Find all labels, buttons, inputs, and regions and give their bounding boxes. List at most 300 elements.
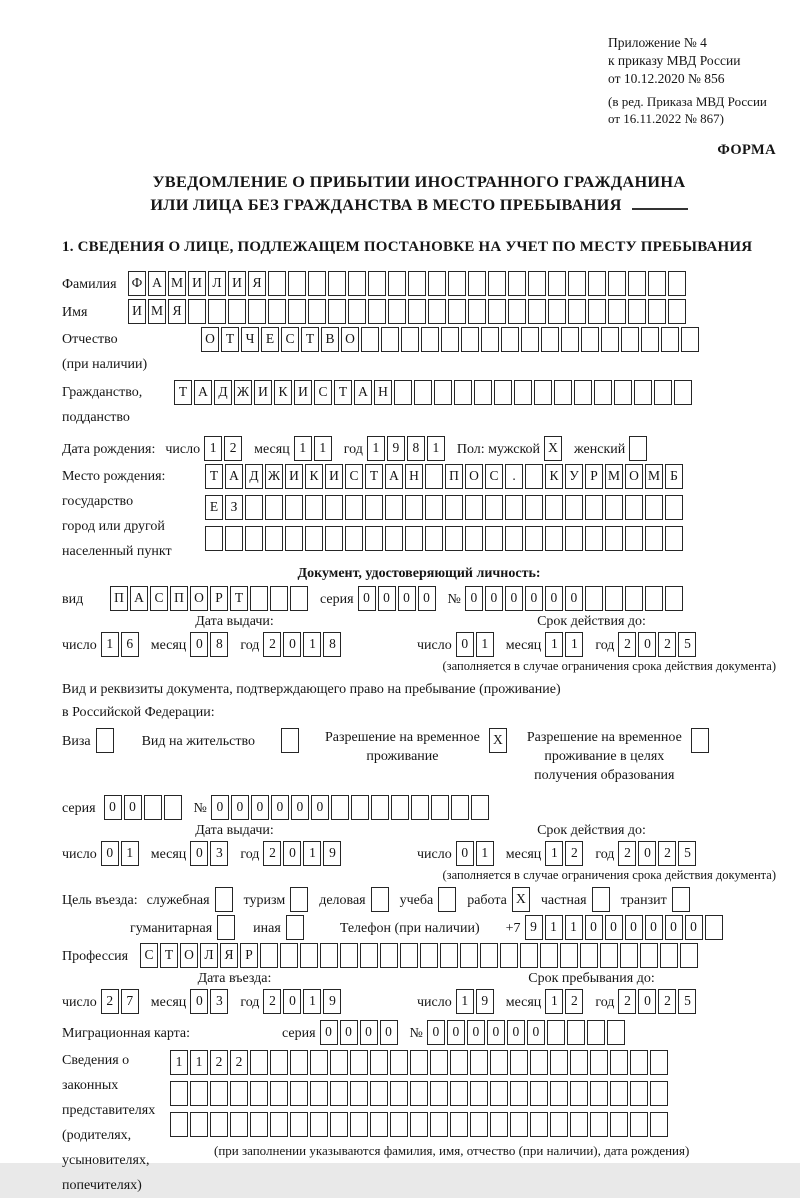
char-box[interactable]: 6: [121, 632, 139, 657]
char-box[interactable]: 0: [211, 795, 229, 820]
char-box[interactable]: 0: [638, 632, 656, 657]
char-box[interactable]: 1: [294, 436, 312, 461]
char-box[interactable]: [348, 271, 366, 296]
char-box[interactable]: [391, 795, 409, 820]
char-box[interactable]: И: [325, 464, 343, 489]
char-box[interactable]: [300, 943, 318, 968]
char-box[interactable]: [368, 299, 386, 324]
char-box[interactable]: 1: [303, 632, 321, 657]
char-box[interactable]: 0: [685, 915, 703, 940]
char-box[interactable]: [680, 943, 698, 968]
char-box[interactable]: [450, 1050, 468, 1075]
char-box[interactable]: [605, 495, 623, 520]
char-box[interactable]: 1: [367, 436, 385, 461]
char-box[interactable]: [521, 327, 539, 352]
char-box[interactable]: 1: [545, 915, 563, 940]
char-box[interactable]: Е: [205, 495, 223, 520]
char-box[interactable]: 0: [311, 795, 329, 820]
char-box[interactable]: 2: [263, 989, 281, 1014]
char-box[interactable]: И: [254, 380, 272, 405]
char-box[interactable]: [450, 1112, 468, 1137]
char-box[interactable]: 1: [565, 915, 583, 940]
char-box[interactable]: [430, 1112, 448, 1137]
char-box[interactable]: 7: [121, 989, 139, 1014]
char-box[interactable]: [448, 299, 466, 324]
char-box[interactable]: [530, 1112, 548, 1137]
char-box[interactable]: [470, 1112, 488, 1137]
char-box[interactable]: [548, 271, 566, 296]
char-box[interactable]: 0: [487, 1020, 505, 1045]
purpose-business-checkbox[interactable]: [371, 887, 389, 912]
char-box[interactable]: И: [285, 464, 303, 489]
char-box[interactable]: [245, 495, 263, 520]
char-box[interactable]: 5: [678, 989, 696, 1014]
char-box[interactable]: 2: [565, 841, 583, 866]
char-box[interactable]: 2: [618, 989, 636, 1014]
char-box[interactable]: 0: [104, 795, 122, 820]
char-box[interactable]: [144, 795, 162, 820]
char-box[interactable]: 0: [190, 632, 208, 657]
char-box[interactable]: Т: [160, 943, 178, 968]
char-box[interactable]: [630, 1081, 648, 1106]
char-box[interactable]: [164, 795, 182, 820]
char-box[interactable]: [330, 1081, 348, 1106]
char-box[interactable]: 0: [283, 989, 301, 1014]
char-box[interactable]: [290, 1112, 308, 1137]
char-box[interactable]: [610, 1112, 628, 1137]
char-box[interactable]: 0: [190, 841, 208, 866]
char-box[interactable]: 2: [658, 632, 676, 657]
char-box[interactable]: Л: [200, 943, 218, 968]
char-box[interactable]: Р: [240, 943, 258, 968]
char-box[interactable]: [605, 526, 623, 551]
char-box[interactable]: [494, 380, 512, 405]
char-box[interactable]: Р: [210, 586, 228, 611]
char-box[interactable]: [205, 526, 223, 551]
char-box[interactable]: [450, 1081, 468, 1106]
char-box[interactable]: [381, 327, 399, 352]
char-box[interactable]: М: [645, 464, 663, 489]
char-box[interactable]: А: [354, 380, 372, 405]
char-box[interactable]: [350, 1112, 368, 1137]
char-box[interactable]: [485, 495, 503, 520]
char-box[interactable]: К: [274, 380, 292, 405]
char-box[interactable]: [250, 1081, 268, 1106]
char-box[interactable]: [530, 1050, 548, 1075]
char-box[interactable]: [488, 271, 506, 296]
purpose-transit-checkbox[interactable]: [672, 887, 690, 912]
char-box[interactable]: [290, 1081, 308, 1106]
char-box[interactable]: [454, 380, 472, 405]
char-box[interactable]: [425, 495, 443, 520]
char-box[interactable]: [565, 526, 583, 551]
char-box[interactable]: [270, 1050, 288, 1075]
char-box[interactable]: [370, 1112, 388, 1137]
char-box[interactable]: [561, 327, 579, 352]
char-box[interactable]: [308, 299, 326, 324]
char-box[interactable]: [480, 943, 498, 968]
char-box[interactable]: [350, 1081, 368, 1106]
char-box[interactable]: [388, 299, 406, 324]
char-box[interactable]: [474, 380, 492, 405]
char-box[interactable]: [570, 1050, 588, 1075]
char-box[interactable]: Н: [405, 464, 423, 489]
char-box[interactable]: [645, 526, 663, 551]
char-box[interactable]: З: [225, 495, 243, 520]
char-box[interactable]: [440, 943, 458, 968]
char-box[interactable]: [620, 943, 638, 968]
char-box[interactable]: [405, 526, 423, 551]
char-box[interactable]: 0: [358, 586, 376, 611]
char-box[interactable]: 2: [230, 1050, 248, 1075]
char-box[interactable]: [674, 380, 692, 405]
char-box[interactable]: 8: [210, 632, 228, 657]
char-box[interactable]: 2: [658, 841, 676, 866]
char-box[interactable]: [310, 1081, 328, 1106]
char-box[interactable]: [560, 943, 578, 968]
char-box[interactable]: [328, 271, 346, 296]
char-box[interactable]: 1: [170, 1050, 188, 1075]
char-box[interactable]: 0: [505, 586, 523, 611]
char-box[interactable]: 1: [476, 632, 494, 657]
char-box[interactable]: 0: [638, 989, 656, 1014]
char-box[interactable]: 2: [210, 1050, 228, 1075]
char-box[interactable]: Ж: [234, 380, 252, 405]
char-box[interactable]: [628, 299, 646, 324]
char-box[interactable]: П: [445, 464, 463, 489]
char-box[interactable]: 0: [320, 1020, 338, 1045]
char-box[interactable]: 2: [101, 989, 119, 1014]
char-box[interactable]: [250, 1050, 268, 1075]
char-box[interactable]: [208, 299, 226, 324]
char-box[interactable]: С: [281, 327, 299, 352]
char-box[interactable]: 5: [678, 632, 696, 657]
char-box[interactable]: А: [130, 586, 148, 611]
char-box[interactable]: [554, 380, 572, 405]
char-box[interactable]: М: [605, 464, 623, 489]
char-box[interactable]: 0: [467, 1020, 485, 1045]
char-box[interactable]: [370, 1050, 388, 1075]
char-box[interactable]: [465, 526, 483, 551]
char-box[interactable]: [468, 299, 486, 324]
char-box[interactable]: [585, 586, 603, 611]
char-box[interactable]: [365, 526, 383, 551]
char-box[interactable]: [510, 1050, 528, 1075]
char-box[interactable]: [320, 943, 338, 968]
char-box[interactable]: [385, 495, 403, 520]
char-box[interactable]: [590, 1050, 608, 1075]
char-box[interactable]: 0: [645, 915, 663, 940]
purpose-private-checkbox[interactable]: [592, 887, 610, 912]
char-box[interactable]: [345, 526, 363, 551]
char-box[interactable]: 2: [618, 632, 636, 657]
char-box[interactable]: [230, 1112, 248, 1137]
char-box[interactable]: [648, 271, 666, 296]
char-box[interactable]: [461, 327, 479, 352]
char-box[interactable]: [570, 1081, 588, 1106]
char-box[interactable]: [328, 299, 346, 324]
char-box[interactable]: [668, 299, 686, 324]
char-box[interactable]: 9: [387, 436, 405, 461]
char-box[interactable]: [360, 943, 378, 968]
char-box[interactable]: 2: [618, 841, 636, 866]
char-box[interactable]: 0: [545, 586, 563, 611]
char-box[interactable]: К: [305, 464, 323, 489]
char-box[interactable]: 0: [291, 795, 309, 820]
char-box[interactable]: [270, 586, 288, 611]
char-box[interactable]: 0: [398, 586, 416, 611]
char-box[interactable]: [305, 495, 323, 520]
char-box[interactable]: 0: [665, 915, 683, 940]
char-box[interactable]: [501, 327, 519, 352]
char-box[interactable]: Ч: [241, 327, 259, 352]
char-box[interactable]: 1: [545, 841, 563, 866]
char-box[interactable]: Т: [205, 464, 223, 489]
char-box[interactable]: 1: [303, 841, 321, 866]
char-box[interactable]: В: [321, 327, 339, 352]
char-box[interactable]: [665, 586, 683, 611]
char-box[interactable]: [385, 526, 403, 551]
char-box[interactable]: 2: [565, 989, 583, 1014]
char-box[interactable]: [587, 1020, 605, 1045]
char-box[interactable]: [445, 526, 463, 551]
sex-male-checkbox[interactable]: X: [544, 436, 562, 461]
char-box[interactable]: [371, 795, 389, 820]
char-box[interactable]: 0: [485, 586, 503, 611]
char-box[interactable]: 3: [210, 989, 228, 1014]
char-box[interactable]: [570, 1112, 588, 1137]
char-box[interactable]: [590, 1081, 608, 1106]
char-box[interactable]: [568, 299, 586, 324]
char-box[interactable]: 0: [190, 989, 208, 1014]
char-box[interactable]: [190, 1112, 208, 1137]
char-box[interactable]: [410, 1112, 428, 1137]
char-box[interactable]: [351, 795, 369, 820]
char-box[interactable]: Т: [301, 327, 319, 352]
char-box[interactable]: [534, 380, 552, 405]
char-box[interactable]: [610, 1050, 628, 1075]
char-box[interactable]: П: [110, 586, 128, 611]
char-box[interactable]: У: [565, 464, 583, 489]
char-box[interactable]: И: [188, 271, 206, 296]
char-box[interactable]: [325, 495, 343, 520]
char-box[interactable]: [330, 1050, 348, 1075]
char-box[interactable]: [421, 327, 439, 352]
char-box[interactable]: 2: [263, 632, 281, 657]
char-box[interactable]: [610, 1081, 628, 1106]
temp-residence-checkbox[interactable]: X: [489, 728, 507, 753]
char-box[interactable]: М: [168, 271, 186, 296]
char-box[interactable]: [585, 526, 603, 551]
char-box[interactable]: [268, 299, 286, 324]
char-box[interactable]: [420, 943, 438, 968]
char-box[interactable]: [528, 271, 546, 296]
char-box[interactable]: [548, 299, 566, 324]
char-box[interactable]: 2: [658, 989, 676, 1014]
char-box[interactable]: Т: [174, 380, 192, 405]
char-box[interactable]: [348, 299, 366, 324]
char-box[interactable]: [401, 327, 419, 352]
char-box[interactable]: [705, 915, 723, 940]
char-box[interactable]: [380, 943, 398, 968]
char-box[interactable]: [645, 586, 663, 611]
char-box[interactable]: Т: [334, 380, 352, 405]
char-box[interactable]: [490, 1081, 508, 1106]
char-box[interactable]: 0: [525, 586, 543, 611]
char-box[interactable]: П: [170, 586, 188, 611]
char-box[interactable]: [470, 1081, 488, 1106]
char-box[interactable]: [265, 495, 283, 520]
char-box[interactable]: [681, 327, 699, 352]
char-box[interactable]: Н: [374, 380, 392, 405]
char-box[interactable]: [608, 299, 626, 324]
char-box[interactable]: [525, 526, 543, 551]
char-box[interactable]: 0: [625, 915, 643, 940]
char-box[interactable]: А: [225, 464, 243, 489]
char-box[interactable]: А: [194, 380, 212, 405]
char-box[interactable]: [285, 526, 303, 551]
char-box[interactable]: 0: [427, 1020, 445, 1045]
char-box[interactable]: [405, 495, 423, 520]
char-box[interactable]: 1: [121, 841, 139, 866]
char-box[interactable]: [520, 943, 538, 968]
char-box[interactable]: [605, 586, 623, 611]
char-box[interactable]: Л: [208, 271, 226, 296]
char-box[interactable]: [228, 299, 246, 324]
char-box[interactable]: [665, 526, 683, 551]
char-box[interactable]: 1: [476, 841, 494, 866]
char-box[interactable]: И: [128, 299, 146, 324]
char-box[interactable]: [288, 271, 306, 296]
char-box[interactable]: [230, 1081, 248, 1106]
char-box[interactable]: [290, 586, 308, 611]
char-box[interactable]: 1: [545, 989, 563, 1014]
char-box[interactable]: [268, 271, 286, 296]
char-box[interactable]: 1: [456, 989, 474, 1014]
char-box[interactable]: [425, 464, 443, 489]
char-box[interactable]: 0: [456, 632, 474, 657]
char-box[interactable]: [505, 495, 523, 520]
char-box[interactable]: 2: [224, 436, 242, 461]
char-box[interactable]: [528, 299, 546, 324]
char-box[interactable]: [621, 327, 639, 352]
char-box[interactable]: 3: [210, 841, 228, 866]
char-box[interactable]: [490, 1050, 508, 1075]
char-box[interactable]: [425, 526, 443, 551]
char-box[interactable]: [250, 1112, 268, 1137]
char-box[interactable]: [361, 327, 379, 352]
char-box[interactable]: [430, 1050, 448, 1075]
char-box[interactable]: [608, 271, 626, 296]
char-box[interactable]: 0: [585, 915, 603, 940]
char-box[interactable]: [645, 495, 663, 520]
char-box[interactable]: [430, 1081, 448, 1106]
char-box[interactable]: 9: [525, 915, 543, 940]
purpose-tourism-checkbox[interactable]: [290, 887, 308, 912]
char-box[interactable]: [260, 943, 278, 968]
char-box[interactable]: 5: [678, 841, 696, 866]
char-box[interactable]: 0: [447, 1020, 465, 1045]
char-box[interactable]: О: [190, 586, 208, 611]
char-box[interactable]: [370, 1081, 388, 1106]
char-box[interactable]: [350, 1050, 368, 1075]
char-box[interactable]: 0: [507, 1020, 525, 1045]
char-box[interactable]: [508, 299, 526, 324]
char-box[interactable]: 0: [565, 586, 583, 611]
char-box[interactable]: [481, 327, 499, 352]
char-box[interactable]: [665, 495, 683, 520]
char-box[interactable]: [607, 1020, 625, 1045]
char-box[interactable]: [408, 271, 426, 296]
char-box[interactable]: Б: [665, 464, 683, 489]
char-box[interactable]: 1: [565, 632, 583, 657]
char-box[interactable]: 0: [340, 1020, 358, 1045]
char-box[interactable]: [410, 1050, 428, 1075]
char-box[interactable]: [408, 299, 426, 324]
char-box[interactable]: [581, 327, 599, 352]
char-box[interactable]: [585, 495, 603, 520]
char-box[interactable]: [330, 1112, 348, 1137]
char-box[interactable]: [594, 380, 612, 405]
char-box[interactable]: 1: [190, 1050, 208, 1075]
char-box[interactable]: О: [625, 464, 643, 489]
char-box[interactable]: С: [314, 380, 332, 405]
char-box[interactable]: [460, 943, 478, 968]
char-box[interactable]: О: [201, 327, 219, 352]
char-box[interactable]: Я: [220, 943, 238, 968]
char-box[interactable]: 0: [465, 586, 483, 611]
char-box[interactable]: [630, 1050, 648, 1075]
char-box[interactable]: [514, 380, 532, 405]
char-box[interactable]: [625, 526, 643, 551]
char-box[interactable]: 0: [378, 586, 396, 611]
char-box[interactable]: [331, 795, 349, 820]
char-box[interactable]: [394, 380, 412, 405]
purpose-official-checkbox[interactable]: [215, 887, 233, 912]
char-box[interactable]: [654, 380, 672, 405]
char-box[interactable]: [410, 1081, 428, 1106]
char-box[interactable]: 0: [231, 795, 249, 820]
char-box[interactable]: Р: [585, 464, 603, 489]
char-box[interactable]: С: [150, 586, 168, 611]
char-box[interactable]: [550, 1050, 568, 1075]
char-box[interactable]: [390, 1112, 408, 1137]
char-box[interactable]: [170, 1112, 188, 1137]
char-box[interactable]: О: [341, 327, 359, 352]
char-box[interactable]: 0: [527, 1020, 545, 1045]
char-box[interactable]: [305, 526, 323, 551]
char-box[interactable]: [488, 299, 506, 324]
char-box[interactable]: С: [140, 943, 158, 968]
char-box[interactable]: [650, 1112, 668, 1137]
char-box[interactable]: [188, 299, 206, 324]
char-box[interactable]: [340, 943, 358, 968]
char-box[interactable]: [600, 943, 618, 968]
char-box[interactable]: [550, 1081, 568, 1106]
char-box[interactable]: [325, 526, 343, 551]
char-box[interactable]: [565, 495, 583, 520]
char-box[interactable]: 0: [124, 795, 142, 820]
char-box[interactable]: 0: [418, 586, 436, 611]
char-box[interactable]: [280, 943, 298, 968]
char-box[interactable]: [550, 1112, 568, 1137]
char-box[interactable]: [308, 271, 326, 296]
char-box[interactable]: 1: [101, 632, 119, 657]
char-box[interactable]: 1: [314, 436, 332, 461]
char-box[interactable]: [210, 1112, 228, 1137]
char-box[interactable]: 2: [263, 841, 281, 866]
char-box[interactable]: Т: [221, 327, 239, 352]
